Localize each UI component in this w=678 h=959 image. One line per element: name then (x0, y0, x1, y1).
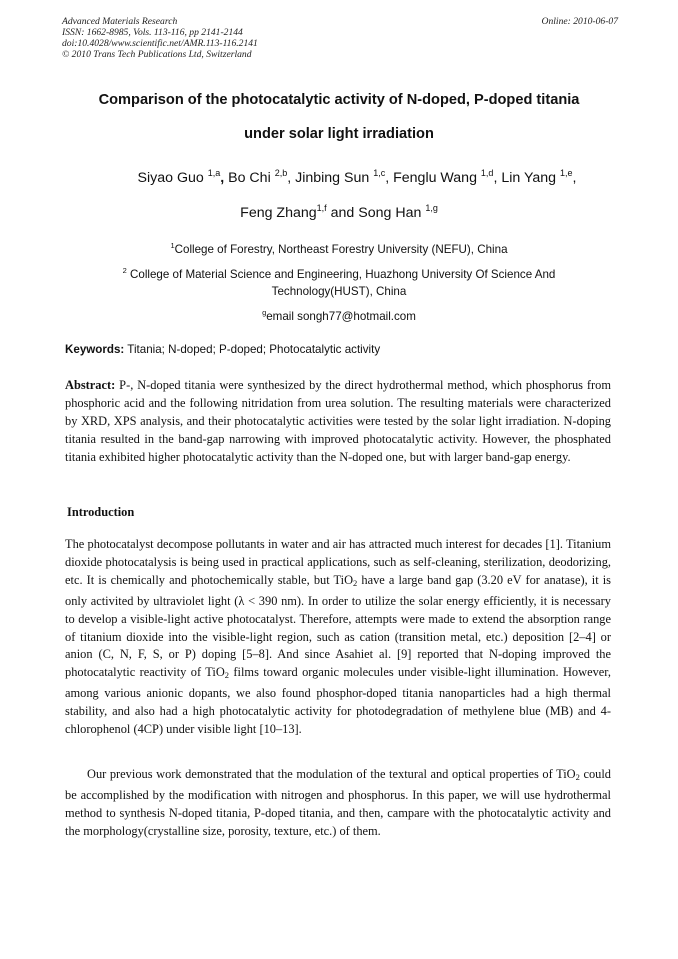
journal-doi: doi:10.4028/www.scientific.net/AMR.113-116.2141 (62, 38, 258, 49)
author-affil-sup: 2,b (274, 168, 288, 178)
journal-header (62, 16, 618, 60)
intro-p2-part-b: could be accomplished by the modification with nitrogen and phosphorus. In this paper, we will use hydrothermal method to synthesis N-doped titania, P-doped titania, and then, campare with the photocatalytic activity and the morphology(crystalline size, porosity, texture, etc.) of them. (65, 767, 611, 838)
author-sep: , (572, 170, 577, 186)
author-name: Siyao Guo (137, 170, 204, 186)
subscript-2: 2 (353, 577, 358, 588)
author-name: Song Han (358, 205, 422, 221)
author-affil-sup: 1,f (316, 203, 327, 213)
abstract-text: P-, N-doped titania were synthesized by the direct hydrothermal method, which phosphorus from phosphoric acid and the following nitridation from urea solution. The resulting materials were characterized by XRD, XPS analysis, and their photocatalytic activities were tested by the solar light irradiation. N-doping titania resulted in the band-gap narrowing with improved photocatalytic activity. However, the phosphated titania exhibited higher photocatalytic activity than the N-doped one, but with larger band-gap energy. (65, 378, 611, 464)
paper-title-line-2: under solar light irradiation (244, 126, 434, 142)
affiliation-2-line-1: College of Material Science and Engineering, Huazhong University Of Science And (130, 268, 556, 281)
author-sep: , (385, 170, 394, 186)
affiliation-1-sup: 1 (170, 241, 175, 250)
author-affil-sup: 1,d (480, 168, 494, 178)
contact-email (60, 304, 618, 325)
intro-paragraph-1 (65, 536, 611, 739)
subscript-2: 2 (575, 772, 580, 782)
subscript-2: 2 (224, 670, 230, 681)
affiliation-2-sup: 2 (122, 266, 127, 275)
affiliation-2-line-2: Technology(HUST), China (271, 285, 407, 298)
intro-p2-part-a: Our previous work demonstrated that the modulation of the textural and optical properties of TiO (87, 767, 576, 781)
intro-p1-part-b: have a large band gap (3.20 eV for anatase), it is only activited by ultraviolet light (λ < 390 nm). In order to utilize the solar energy efficiently, it is necessary to develop a visible-light active photocatalyst. Therefore, attempts were made to extend the absorption range of titanium dioxide into the visible-light region, such as cation (transition metal, etc.) deposition [2–4] or anion (C, N, F, S, or P) doping [5–8]. And since Asahiet al. [9] reported that N-doping improved the photocatalytic reactivity of TiO (65, 572, 611, 680)
intro-paragraph-2 (65, 766, 611, 841)
abstract (65, 377, 611, 467)
author-affil-sup: 1,e (559, 168, 573, 178)
author-name: Feng Zhang (240, 205, 317, 221)
email-text: email songh77@hotmail.com (266, 310, 416, 323)
affiliation-1 (60, 237, 618, 258)
author-name: Bo Chi (228, 170, 271, 186)
author-name: Lin Yang (501, 170, 557, 186)
keywords-text: Titania; N-doped; P-doped; Photocatalytic activity (127, 343, 381, 356)
journal-name: Advanced Materials Research (62, 16, 178, 27)
abstract-label: Abstract: (65, 378, 116, 392)
journal-issn: ISSN: 1662-8985, Vols. 113-116, pp 2141-2144 (62, 27, 243, 38)
online-date: Online: 2010-06-07 (541, 16, 618, 27)
section-heading-introduction: Introduction (67, 505, 135, 519)
author-affil-sup: 1,c (373, 168, 386, 178)
author-name: Jinbing Sun (295, 170, 370, 186)
keywords-label: Keywords: (65, 343, 125, 356)
intro-p1-part-c: films toward organic molecules under visible-light illumination. However, among various anionic dopants, we also found phosphor-doped titania nanoparticles had a high thermal stability, and also had a high photocatalytic activity for photodegradation of methylene blue (MB) and 4-chlorophenol (4CP) under visible light [10–13]. (65, 665, 611, 737)
author-sep: , (220, 170, 229, 186)
intro-p1-part-a: The photocatalyst decompose pollutants in water and air has attracted much interest for decades [1]. Titanium dioxide photocatalysis is being used in practical applications, such as self-cleaning, sterilization, deodorizing, etc. It is chemically and photochemically stable, but TiO (65, 537, 611, 587)
author-list-line-2 (40, 203, 638, 221)
paper-title-line-1: Comparison of the photocatalytic activity of N-doped, P-doped titania (98, 92, 580, 108)
author-sep: and (326, 205, 359, 221)
email-sup: g (262, 308, 267, 317)
affiliation-1-text: College of Forestry, Northeast Forestry University (NEFU), China (174, 243, 508, 256)
author-affil-sup: 1,g (425, 203, 438, 213)
author-sep: , (287, 170, 296, 186)
journal-copyright: © 2010 Trans Tech Publications Ltd, Switzerland (62, 49, 252, 60)
affiliation-2 (60, 262, 618, 300)
author-sep: , (493, 170, 502, 186)
author-name: Fenglu Wang (393, 170, 477, 186)
author-affil-sup: 1,a (207, 168, 221, 178)
keywords (65, 343, 615, 356)
author-list-line-1 (40, 168, 638, 186)
